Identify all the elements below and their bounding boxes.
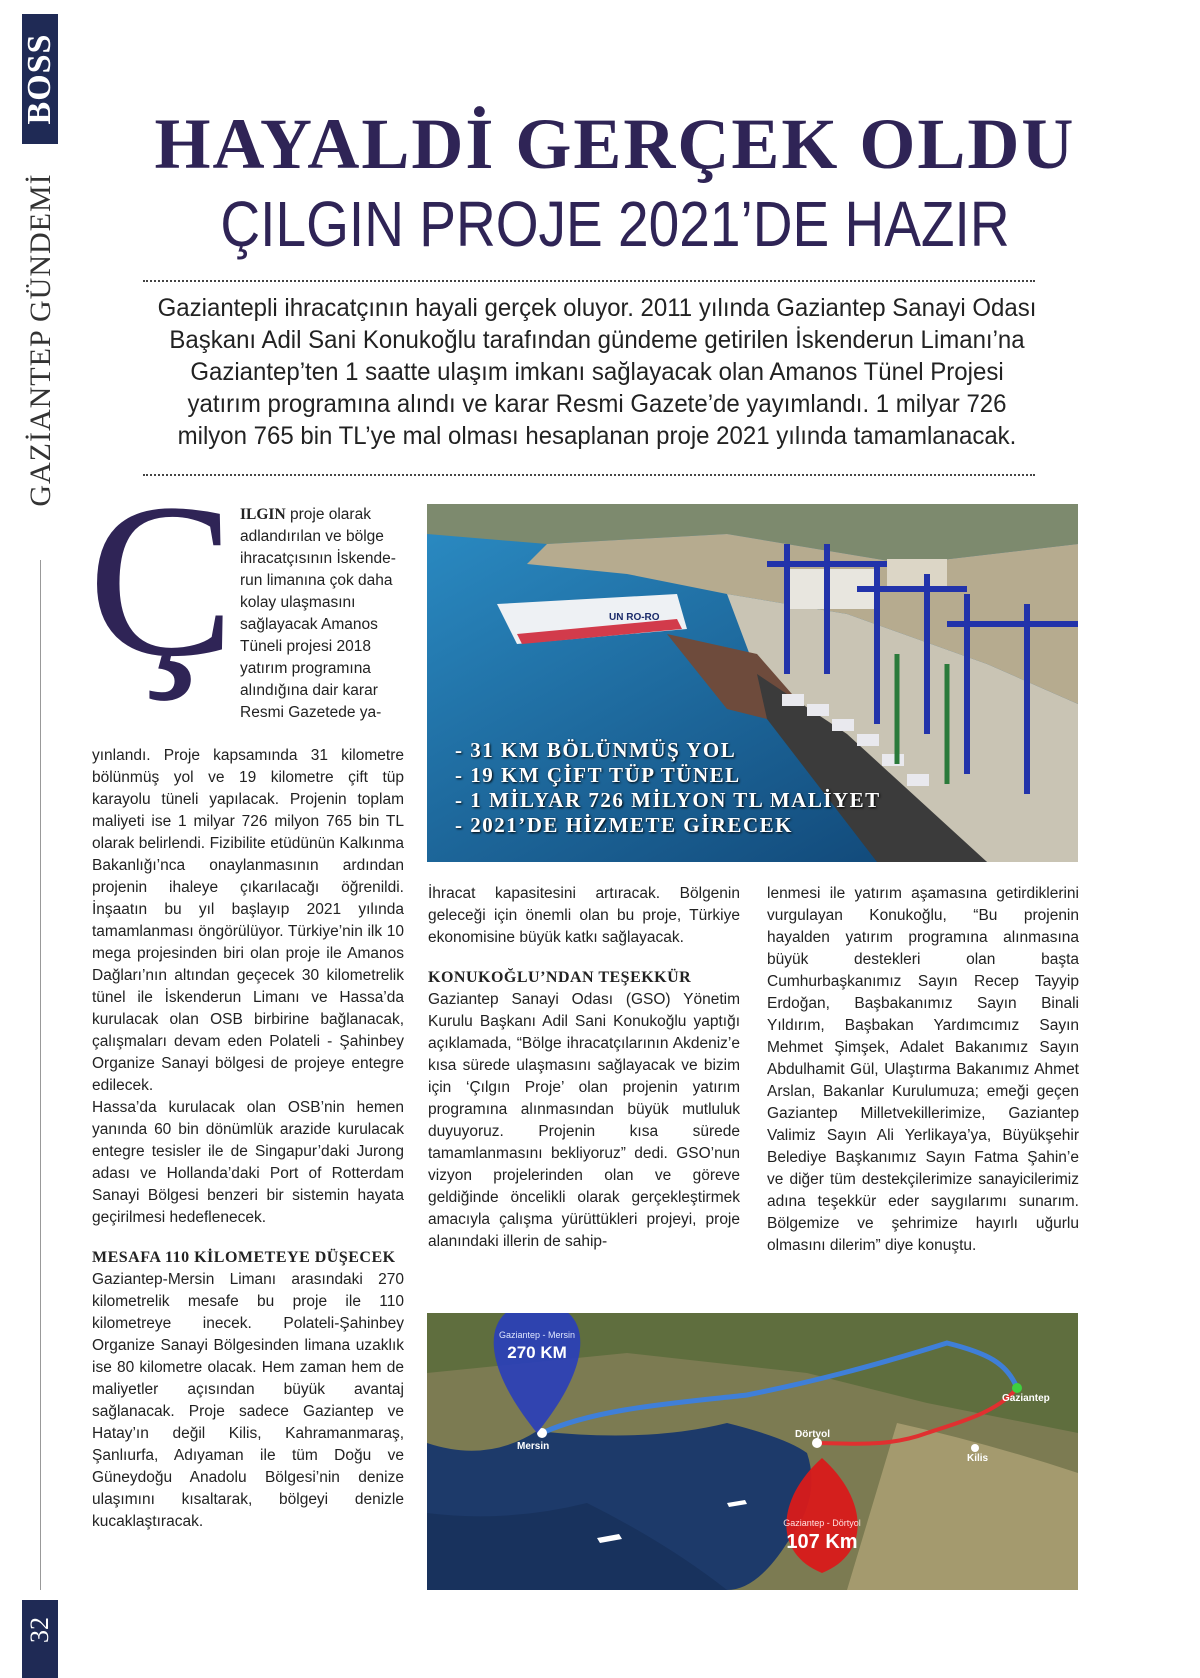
city-label: Kilis — [967, 1453, 989, 1464]
column-1 — [92, 745, 404, 1533]
intro-block — [240, 504, 404, 724]
intro-line: proje olarak — [289, 506, 371, 523]
pin-red-label: Gaziantep - Dörtyol — [783, 1518, 861, 1528]
paragraph: Gaziantep Sanayi Odası (GSO) Yönetim Kurulu Başkanı Adil Sani Konukoğlu yaptığı açıklamada, “Bölge ihracatçılarının Akdeniz’e kısa sürede ulaşmasını sağlayacak ve bizim için ‘Çılgın Proje’ olan projenin yatırım programına alınmasından büyük mutluluk duyuyoruz. Projenin kısa sürede tamamlanmasını bekliyoruz” dedi. GSO’nun vizyon projelerinden olan ve göreve geldiğinde öncelikli olarak gerçekleştirmek amacıyla çalışma yürüttükleri projeyi, proje alanındaki illerin de sahip- — [428, 991, 740, 1250]
paragraph: İhracat kapasitesini artıracak. Bölgenin geleceği için önemli olan bu proje, Türkiye ekonomisine büyük katkı sağlayacak. — [428, 885, 740, 946]
section-label: GAZİANTEP GÜNDEMİ — [24, 173, 57, 507]
pin-blue-label: Gaziantep - Mersin — [498, 1330, 576, 1340]
drop-cap: Ç — [88, 458, 235, 702]
paragraph: Gaziantep-Mersin Limanı arasındaki 270 kilometrelik mesafe bu proje ile 110 kilometreye inecek. Polateli-Şahinbey Organize Sanayi Bölgesinden limana uzaklık ise 80 kilometre olacak. Hem zaman hem de maliyetler açısından büyük avantaj sağlanacak. Proje sadece Gaziantep ve Hatay’ın değil Kilis, Kahramanmaraş, Şanlıurfa, Adıyaman ile tüm Doğu ve Güneydoğu Anadolu Bölgesi’nin denize ulaşımını kısaltarak, bölgeyi denizle kucaklaştıracak. — [92, 1271, 404, 1530]
brand-logo: BOSS — [21, 33, 58, 125]
lead-line: Gaziantepli ihracatçının hayali gerçek oluyor. 2011 yılında Gaziantep Sanayi Odası — [157, 294, 1037, 322]
subheading-mesafe: MESAFA 110 KİLOMETEYE DÜŞECEK — [92, 1249, 396, 1266]
pin-blue-value: 270 KM — [507, 1343, 567, 1362]
city-label: Dörtyol — [795, 1429, 830, 1440]
caption-line: - 2021’DE HİZMETE GİRECEK — [455, 813, 793, 837]
lead-line: yatırım programına alındı ve karar Resmi Gazete’de yayımlandı. 1 milyar 726 — [187, 390, 1007, 418]
intro-line: kolay ulaşmasını — [240, 594, 356, 611]
city-label: Gaziantep — [1002, 1393, 1050, 1404]
ship-label: UN RO-RO — [609, 612, 660, 623]
intro-line: sağlayacak Amanos — [240, 616, 378, 633]
paragraph: lenmesi ile yatırım aşamasına getirdiklerini vurgulayan Konukoğlu, “Bu projenin hayalden yatırım programına alınmasına büyük destekleri olan başta Cumhurbaşkanımız Sayın Recep Tayyip Erdoğan, Başbakanımız Sayın Binali Yıldırım, Başbakan Yardımcımız Sayın Mehmet Şimşek, Adalet Bakanımız Sayın Abdulhamit Gül, Ulaştırma Bakanımız Ahmet Arslan, Bakanlar Kurulumuza; emeği geçen Gaziantep Milletvekillerimize, Gaziantep Valimiz Sayın Ali Yerlikaya’ya, Büyükşehir Belediye Başkanımız Sayın Fatma Şahin’e ve diğer tüm destekçilerimize sanayicilerimiz adına teşekkür eder saygılarımı sunarım. Bölgemize ve şehrimize hayırlı uğurlu olmasını dilerim” diye konuştu. — [767, 885, 1079, 1254]
paragraph: Hassa’da kurulacak olan OSB’nin hemen yanında 60 bin dönümlük arazide kurulacak entegre tesisler ile de Singapur’daki Jurong adası ve Hollanda’daki Port of Rotterdam Sanayi Bölgesi benzeri bir sistemin hayata geçirilmesi hedeflenecek. — [92, 1099, 404, 1226]
intro-line: Resmi Gazetede ya- — [240, 704, 382, 721]
intro-line: adlandırılan ve bölge — [240, 528, 384, 545]
intro-first-line — [240, 504, 404, 526]
intro-line: run limanına çok daha — [240, 572, 393, 589]
caption-line: - 31 KM BÖLÜNMÜŞ YOL — [455, 738, 737, 762]
lead-line: milyon 765 bin TL’ye mal olması hesaplanan proje 2021 yılında tamamlanacak. — [177, 422, 1017, 450]
subheading-konukoglu: KONUKOĞLU’NDAN TEŞEKKÜR — [428, 969, 692, 986]
page-number: 32 — [25, 1617, 54, 1643]
lead-line: Başkanı Adil Sani Konukoğlu tarafından gündeme getirilen İskenderun Limanı’na — [169, 326, 1025, 354]
intro-line: alındığına dair karar — [240, 682, 378, 699]
intro-line: ihracatçısının İskende- — [240, 550, 396, 567]
intro-line: Tüneli projesi 2018 — [240, 638, 371, 655]
intro-bold: ILGIN — [240, 506, 286, 523]
caption-line: - 1 MİLYAR 726 MİLYON TL MALİYET — [455, 788, 881, 812]
sidebar — [0, 0, 66, 1678]
lead-paragraph — [92, 292, 1102, 452]
headline-title: HAYALDİ GERÇEK OLDU — [154, 104, 1076, 184]
headline-subtitle: ÇILGIN PROJE 2021’DE HAZIR — [220, 188, 1010, 260]
paragraph: yınlandı. Proje kapsamında 31 kilometre bölünmüş yol ve 19 kilometre çift tüp karayolu tüneli yapılacak. Projenin toplam maliyeti ise 1 milyar 726 milyon 765 bin TL olarak belirlendi. Fizibilite etüdünün Kalkınma Bakanlığı’nca onaylanmasının ardından projenin ihaleye çıkarılacağı öğrenildi. İnşaatın bu yıl başlayıp 2021 yılında tamamlanması öngörülüyor. Türkiye’nin ilk 10 mega projesinden biri olan proje ile Amanos Dağları’nın altından geçecek 30 kilometrelik tünel ile İskenderun Limanı ve Hassa’da kurulacak olan OSB birbirine bağlanacak, çalışmaları devam eden Polateli - Şahinbey Organize Sanayi bölgesi de projeye entegre edilecek. — [92, 747, 404, 1094]
caption-line: - 19 KM ÇİFT TÜP TÜNEL — [455, 763, 741, 787]
dotted-divider-bottom — [143, 474, 1035, 476]
dotted-divider-top — [143, 280, 1035, 282]
column-3 — [767, 883, 1079, 1257]
sidebar-rule — [40, 560, 41, 1590]
intro-line: yatırım programına — [240, 660, 371, 677]
lead-line: Gaziantep’ten 1 saatte ulaşım imkanı sağlayacak olan Amanos Tünel Projesi — [190, 358, 1004, 386]
route-map — [427, 1313, 1078, 1590]
photo-caption — [455, 738, 881, 838]
city-label: Mersin — [517, 1441, 550, 1452]
pin-red-value: 107 Km — [786, 1531, 858, 1553]
column-2 — [428, 883, 740, 1253]
port-photo — [427, 504, 1078, 862]
